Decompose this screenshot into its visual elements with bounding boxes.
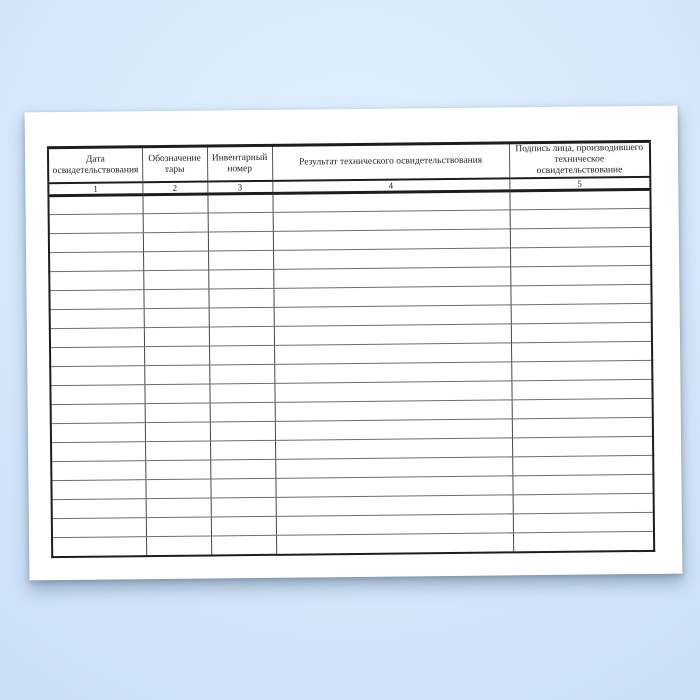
col-number-2: 2 xyxy=(142,182,207,195)
empty-cell xyxy=(273,248,510,269)
empty-cell xyxy=(276,495,513,516)
col-header-inspection-result: Результат технического освидетельствования xyxy=(272,143,509,181)
empty-cell xyxy=(48,195,142,215)
table-body xyxy=(48,189,654,556)
empty-cell xyxy=(512,398,653,418)
empty-cell xyxy=(49,252,143,272)
empty-cell xyxy=(512,455,653,475)
col-number-3: 3 xyxy=(207,181,272,194)
empty-cell xyxy=(510,284,651,304)
empty-cell xyxy=(145,403,210,423)
empty-cell xyxy=(511,360,652,380)
empty-cell xyxy=(211,516,276,536)
empty-cell xyxy=(143,232,208,252)
empty-cell xyxy=(146,536,211,556)
empty-cell xyxy=(50,309,144,329)
empty-cell xyxy=(143,213,208,233)
empty-cell xyxy=(512,474,653,494)
col-number-4: 4 xyxy=(272,178,509,193)
empty-cell xyxy=(51,480,145,500)
empty-cell xyxy=(510,246,651,266)
col-number-1: 1 xyxy=(48,182,142,195)
empty-cell xyxy=(207,193,272,213)
empty-cell xyxy=(49,290,143,310)
empty-cell xyxy=(273,286,510,307)
empty-cell xyxy=(143,270,208,290)
empty-cell xyxy=(143,289,208,309)
empty-cell xyxy=(142,194,207,214)
empty-cell xyxy=(273,229,510,250)
empty-cell xyxy=(51,404,145,424)
empty-cell xyxy=(52,537,146,557)
empty-cell xyxy=(511,341,652,361)
empty-cell xyxy=(276,514,513,535)
empty-cell xyxy=(274,324,511,345)
empty-cell xyxy=(513,512,654,532)
empty-cell xyxy=(510,265,651,285)
empty-cell xyxy=(275,476,512,497)
empty-cell xyxy=(50,385,144,405)
empty-cell xyxy=(208,212,273,232)
empty-cell xyxy=(145,422,210,442)
empty-cell xyxy=(144,327,209,347)
empty-cell xyxy=(273,210,510,231)
empty-cell xyxy=(144,365,209,385)
empty-cell xyxy=(210,402,275,422)
empty-cell xyxy=(512,436,653,456)
empty-cell xyxy=(274,343,511,364)
empty-cell xyxy=(209,326,274,346)
empty-cell xyxy=(51,442,145,462)
empty-cell xyxy=(512,417,653,437)
empty-cell xyxy=(211,497,276,517)
empty-cell xyxy=(509,189,650,209)
empty-cell xyxy=(275,438,512,459)
empty-cell xyxy=(274,381,511,402)
empty-cell xyxy=(210,459,275,479)
col-number-5: 5 xyxy=(509,177,650,191)
empty-cell xyxy=(210,440,275,460)
tare-inspection-log-table xyxy=(47,140,655,558)
empty-cell xyxy=(145,441,210,461)
empty-cell xyxy=(49,214,143,234)
col-header-inventory-number: Инвентарный номер xyxy=(207,145,272,181)
empty-cell xyxy=(145,479,210,499)
empty-cell xyxy=(50,366,144,386)
empty-cell xyxy=(208,231,273,251)
empty-cell xyxy=(208,288,273,308)
empty-cell xyxy=(210,478,275,498)
empty-cell xyxy=(513,531,654,551)
empty-cell xyxy=(513,493,654,513)
empty-cell xyxy=(144,384,209,404)
empty-cell xyxy=(510,227,651,247)
empty-cell xyxy=(210,421,275,441)
table-header xyxy=(48,141,650,195)
empty-cell xyxy=(146,517,211,537)
empty-cell xyxy=(511,303,652,323)
empty-cell xyxy=(52,499,146,519)
empty-cell xyxy=(209,345,274,365)
empty-cell xyxy=(52,518,146,538)
empty-cell xyxy=(144,346,209,366)
empty-cell xyxy=(211,535,276,555)
empty-cell xyxy=(51,423,145,443)
empty-cell xyxy=(208,250,273,270)
empty-cell xyxy=(145,460,210,480)
empty-cell xyxy=(511,379,652,399)
empty-cell xyxy=(144,308,209,328)
empty-cell xyxy=(209,383,274,403)
empty-cell xyxy=(273,267,510,288)
empty-cell xyxy=(272,191,509,212)
empty-cell xyxy=(49,271,143,291)
empty-cell xyxy=(274,305,511,326)
col-header-inspection-date: Дата освидетельствования xyxy=(48,147,142,183)
empty-cell xyxy=(51,461,145,481)
empty-cell xyxy=(274,362,511,383)
empty-cell xyxy=(209,307,274,327)
empty-cell xyxy=(275,457,512,478)
empty-cell xyxy=(50,347,144,367)
empty-cell xyxy=(209,364,274,384)
col-header-inspector-signature: Подпись лица, производившего техническое освидетельствование xyxy=(509,141,650,178)
empty-cell xyxy=(510,208,651,228)
empty-cell xyxy=(275,400,512,421)
empty-cell xyxy=(208,269,273,289)
empty-cell xyxy=(511,322,652,342)
empty-cell xyxy=(146,498,211,518)
empty-cell xyxy=(49,233,143,253)
empty-cell xyxy=(275,419,512,440)
document-page xyxy=(25,106,683,581)
col-header-tare-designation: Обозначение тары xyxy=(142,146,207,182)
empty-cell xyxy=(276,533,513,554)
empty-cell xyxy=(50,328,144,348)
empty-cell xyxy=(143,251,208,271)
